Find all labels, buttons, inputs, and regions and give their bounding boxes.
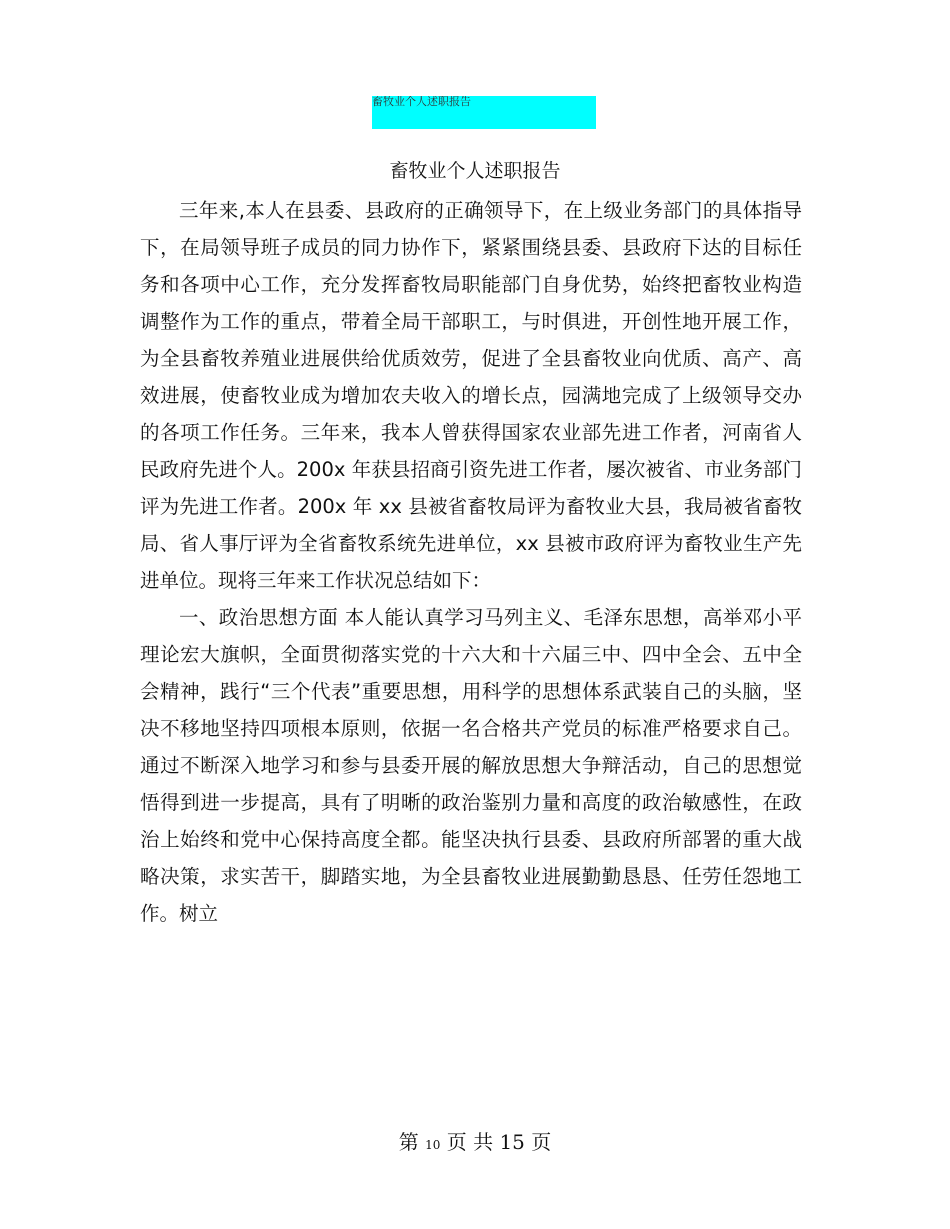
footer-prefix: 第 <box>398 1130 419 1154</box>
footer-suffix: 页 <box>531 1130 552 1154</box>
header-tag-text: 畜牧业个人述职报告 <box>372 96 471 108</box>
page-footer <box>0 1127 950 1160</box>
header-tag <box>372 96 596 129</box>
footer-total-pages: 15 <box>499 1130 525 1154</box>
document-title: 畜牧业个人述职报告 <box>389 160 561 182</box>
footer-current-page: 10 <box>425 1138 441 1152</box>
paragraph-intro: 三年来,本人在县委、县政府的正确领导下，在上级业务部门的具体指导下，在局领导班子成员的同力协作下，紧紧围绕县委、县政府下达的目标任务和各项中心工作，充分发挥畜牧局职能部门自身优势，始终把畜牧业构造调整作为工作的重点，带着全局干部职工，与时俱进，开创性地开展工作，为全县畜牧养殖业进展供给优质效劳，促进了全县畜牧业向优质、高产、高效进展，使畜牧业成为增加农夫收入的增长点，园满地完成了上级领导交办的各项工作任务。三年来，我本人曾获得国家农业部先进工作者，河南省人民政府先进个人。200x 年获县招商引资先进工作者，屡次被省、市业务部门评为先进工作者。200x 年 xx 县被省畜牧局评为畜牧业大县，我局被省畜牧局、省人事厅评为全省畜牧系统先进单位，xx 县被市政府评为畜牧业生产先进单位。现将三年来工作状况总结如下： <box>140 199 802 592</box>
document-body <box>140 192 802 932</box>
footer-middle: 页 共 <box>446 1130 494 1154</box>
paragraph-political: 一、政治思想方面 本人能认真学习马列主义、毛泽东思想，高举邓小平理论宏大旗帜，全面贯彻落实党的十六大和十六届三中、四中全会、五中全会精神，践行“三个代表”重要思想，用科学的思想体系武装自己的头脑，坚决不移地坚持四项根本原则，依据一名合格共产党员的标准严格要求自己。通过不断深入地学习和参与县委开展的解放思想大争辩活动，自己的思想觉悟得到进一步提高，具有了明晰的政治鉴别力量和高度的政治敏感性，在政治上始终和党中心保持高度全都。能坚决执行县委、县政府所部署的重大战略决策，求实苦干，脚踏实地，为全县畜牧业进展勤勤恳恳、任劳任怨地工作。树立 <box>140 606 802 925</box>
